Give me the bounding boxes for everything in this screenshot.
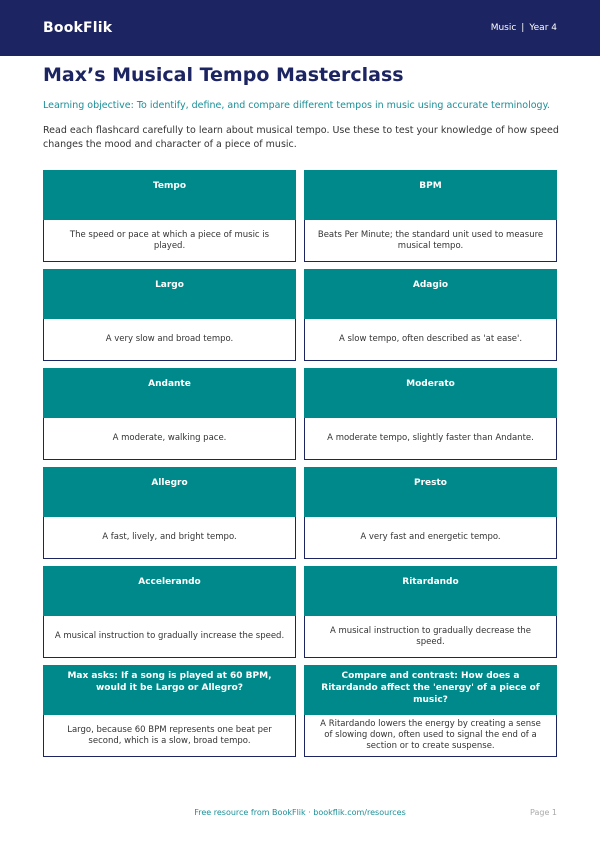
flashcard-definition: A moderate, walking pace.: [43, 418, 296, 460]
breadcrumb-year: Year 4: [529, 23, 557, 33]
page-title: Max’s Musical Tempo Masterclass: [43, 64, 404, 86]
flashcard-grid: [43, 170, 557, 757]
flashcard-definition: A very fast and energetic tempo.: [304, 517, 557, 559]
flashcard-term: Ritardando: [304, 566, 557, 616]
flashcard-definition: A fast, lively, and bright tempo.: [43, 517, 296, 559]
breadcrumb-subject: Music: [490, 23, 517, 33]
flashcard[interactable]: [43, 269, 296, 361]
flashcard-definition: A musical instruction to gradually decrease the speed.: [304, 616, 557, 658]
breadcrumb-separator: |: [521, 23, 525, 33]
flashcard-definition: A musical instruction to gradually increase the speed.: [43, 616, 296, 658]
flashcard-definition: A slow tempo, often described as 'at ease'.: [304, 319, 557, 361]
flashcard[interactable]: [304, 269, 557, 361]
flashcard-term: BPM: [304, 170, 557, 220]
brand-logo-text[interactable]: BookFlik: [43, 20, 113, 36]
flashcard[interactable]: [304, 467, 557, 559]
answer-text: Largo, because 60 BPM represents one beat per second, which is a slow, broad tempo.: [43, 715, 296, 757]
flashcard[interactable]: [43, 170, 296, 262]
question-card[interactable]: [304, 665, 557, 757]
learning-objective: Learning objective: To identify, define, and compare different tempos in music using accurate terminology.: [43, 100, 550, 111]
flashcard-term: Tempo: [43, 170, 296, 220]
flashcard-definition: A moderate tempo, slightly faster than Andante.: [304, 418, 557, 460]
flashcard-term: Andante: [43, 368, 296, 418]
breadcrumb: [491, 23, 557, 33]
flashcard-term: Presto: [304, 467, 557, 517]
flashcard-definition: The speed or pace at which a piece of music is played.: [43, 220, 296, 262]
answer-text: A Ritardando lowers the energy by creating a sense of slowing down, often used to signal the end of a section or to create suspense.: [304, 715, 557, 757]
flashcard-term: Allegro: [43, 467, 296, 517]
flashcard-definition: A very slow and broad tempo.: [43, 319, 296, 361]
question-text: Compare and contrast: How does a Ritardando affect the 'energy' of a piece of music?: [304, 665, 557, 715]
flashcard[interactable]: [43, 566, 296, 658]
question-text: Max asks: If a song is played at 60 BPM, would it be Largo or Allegro?: [43, 665, 296, 715]
flashcard[interactable]: [304, 170, 557, 262]
flashcard[interactable]: [43, 467, 296, 559]
header-bar: [0, 0, 600, 56]
flashcard[interactable]: [304, 566, 557, 658]
flashcard-term: Adagio: [304, 269, 557, 319]
flashcard[interactable]: [43, 368, 296, 460]
flashcard-term: Moderato: [304, 368, 557, 418]
intro-text: Read each flashcard carefully to learn about musical tempo. Use these to test your knowledge of how speed changes the mood and character of a piece of music.: [43, 125, 559, 150]
page-number: Page 1: [530, 808, 557, 817]
flashcard[interactable]: [304, 368, 557, 460]
question-card[interactable]: [43, 665, 296, 757]
flashcard-term: Largo: [43, 269, 296, 319]
flashcard-term: Accelerando: [43, 566, 296, 616]
footer-link[interactable]: Free resource from BookFlik · bookflik.com/resources: [194, 808, 406, 817]
flashcard-definition: Beats Per Minute; the standard unit used to measure musical tempo.: [304, 220, 557, 262]
